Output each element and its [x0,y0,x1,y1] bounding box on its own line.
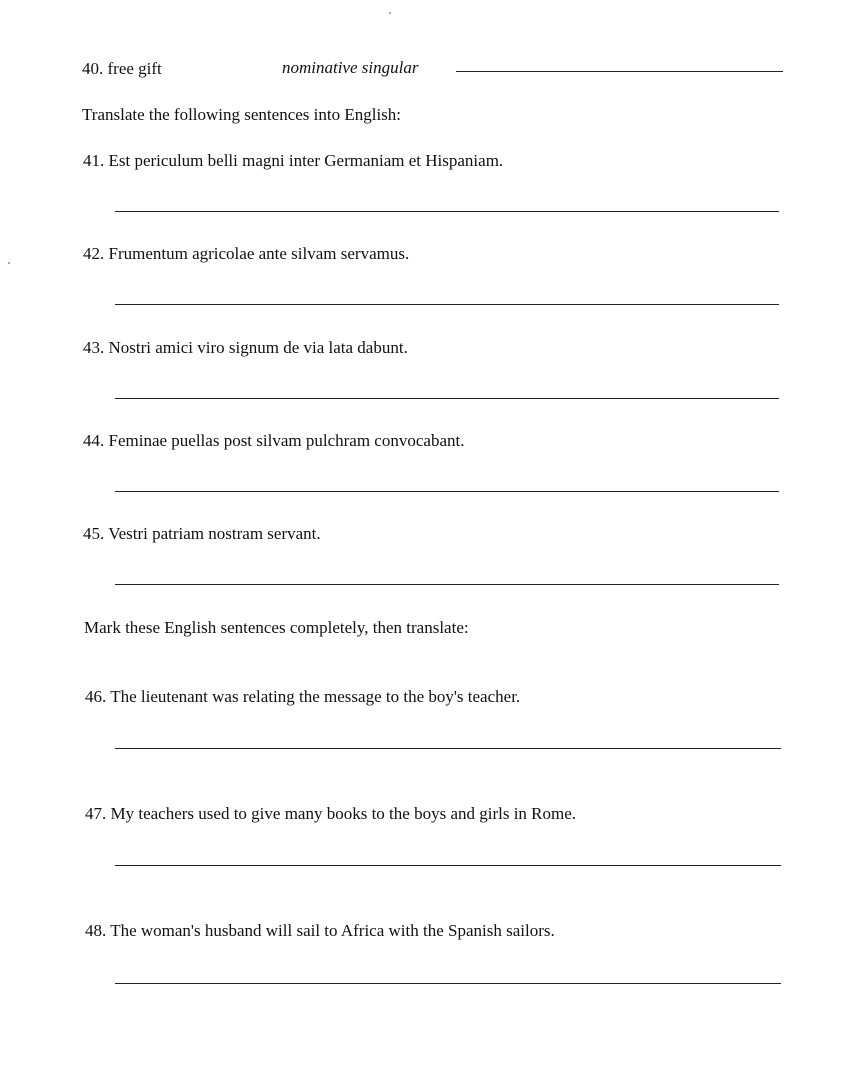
scan-speck [389,12,391,14]
sentence-47: 47. My teachers used to give many books to the boys and girls in Rome. [85,804,577,823]
sentence-48: 48. The woman's husband will sail to Africa with the Spanish sailors. [85,921,555,940]
sentence-41: 41. Est periculum belli magni inter Germaniam et Hispaniam. [83,151,504,170]
answer-line-44[interactable] [115,491,779,492]
answer-line-43[interactable] [115,398,779,399]
answer-line-48[interactable] [115,983,781,984]
section-instruction-translate-latin: Translate the following sentences into English: [82,105,402,124]
item-40-label: 40. free gift [82,59,162,78]
answer-line-47[interactable] [115,865,781,866]
item-40-form: nominative singular [282,58,419,77]
answer-line-46[interactable] [115,748,781,749]
scan-speck [8,262,10,264]
section-instruction-translate-english: Mark these English sentences completely, then translate: [84,618,469,637]
answer-line-41[interactable] [115,211,779,212]
sentence-46: 46. The lieutenant was relating the message to the boy's teacher. [85,687,521,706]
item-40-answer-line[interactable] [456,71,783,72]
sentence-45: 45. Vestri patriam nostram servant. [83,524,321,543]
sentence-44: 44. Feminae puellas post silvam pulchram convocabant. [83,431,465,450]
sentence-43: 43. Nostri amici viro signum de via lata dabunt. [83,338,408,357]
sentence-42: 42. Frumentum agricolae ante silvam servamus. [83,244,410,263]
answer-line-42[interactable] [115,304,779,305]
answer-line-45[interactable] [115,584,779,585]
